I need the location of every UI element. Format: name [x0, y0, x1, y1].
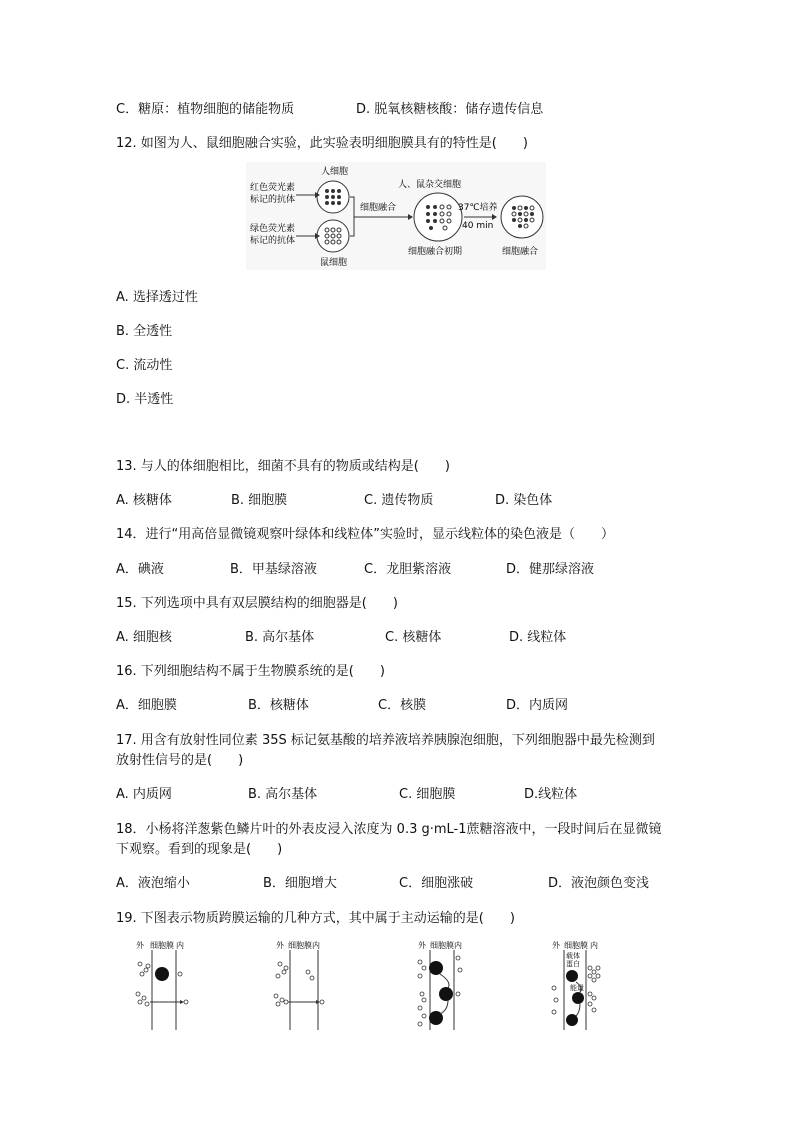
- culture-temp-label: 37℃培养: [458, 203, 498, 213]
- q18-stem-line-1: 18．小杨将洋葱紫色鳞片叶的外表皮浸入浓度为 0.3 g·mL-1蔗糖溶液中，一段时间后在显微镜: [116, 822, 662, 837]
- q13-option-a: A. 核糖体: [116, 493, 172, 508]
- fused-cell: [501, 196, 543, 238]
- svg-text:外: 外: [418, 941, 426, 950]
- early-fusion-cell: [414, 193, 462, 241]
- q18-option-d: D．液泡颜色变浅: [548, 876, 650, 891]
- q16-stem: 16. 下列细胞结构不属于生物膜系统的是( ): [116, 664, 385, 679]
- svg-text:细胞膜: 细胞膜: [150, 941, 174, 950]
- hybrid-cell-label: 人、鼠杂交细胞: [398, 180, 462, 190]
- red-antibody-label-2: 标记的抗体: [250, 195, 296, 205]
- green-antibody-label-2: 标记的抗体: [250, 236, 296, 246]
- fusion-arrow-label: 细胞融合: [360, 203, 397, 213]
- transport-panel-1: [136, 940, 188, 1030]
- mouse-cell: [317, 220, 349, 252]
- q14-option-c: C．龙胆紫溶液: [364, 562, 452, 577]
- q15-option-d: D. 线粒体: [509, 630, 567, 645]
- q13-option-d: D. 染色体: [495, 493, 553, 508]
- q17-option-c: C. 细胞膜: [399, 787, 456, 802]
- q13-stem: 13. 与人的体细胞相比，细菌不具有的物质或结构是( ): [116, 459, 450, 474]
- mouse-cell-label: 鼠细胞: [320, 258, 348, 268]
- q14-stem: 14．进行“用高倍显微镜观察叶绿体和线粒体”实验时，显示线粒体的染色液是（ ）: [116, 527, 615, 542]
- svg-text:内: 内: [312, 941, 320, 950]
- svg-text:细胞膜: 细胞膜: [564, 941, 588, 950]
- q16-option-c: C．核膜: [378, 698, 427, 713]
- cell-fusion-figure: [246, 162, 546, 270]
- q19-stem: 19. 下图表示物质跨膜运输的几种方式，其中属于主动运输的是( ): [116, 911, 515, 926]
- fused-label: 细胞融合: [502, 247, 539, 257]
- human-cell-label: 人细胞: [321, 167, 349, 177]
- svg-text:蛋白: 蛋白: [566, 960, 580, 968]
- transport-panel-4: [552, 940, 600, 1030]
- q15-option-b: B. 高尔基体: [245, 630, 315, 645]
- q17-option-b: B. 高尔基体: [248, 787, 318, 802]
- q18-option-c: C．细胞涨破: [399, 876, 474, 891]
- q12-option-b: B. 全透性: [116, 324, 173, 339]
- q15-option-c: C. 核糖体: [385, 630, 442, 645]
- svg-text:内: 内: [454, 941, 462, 950]
- transport-panel-2: [274, 940, 324, 1030]
- svg-text:外: 外: [136, 941, 144, 950]
- q16-option-b: B．核糖体: [248, 698, 309, 713]
- q13-option-c: C. 遗传物质: [364, 493, 434, 508]
- culture-time-label: 40 min: [462, 221, 494, 231]
- green-antibody-label-1: 绿色荧光素: [250, 224, 296, 234]
- q11-option-c: C．糖原：植物细胞的储能物质: [116, 102, 295, 117]
- svg-text:载体: 载体: [566, 952, 580, 960]
- q18-option-b: B．细胞增大: [263, 876, 337, 891]
- q17-option-a: A. 内质网: [116, 787, 172, 802]
- q14-option-a: A．碘液: [116, 562, 164, 577]
- transport-panel-3: [418, 940, 462, 1030]
- svg-text:外: 外: [552, 941, 560, 950]
- q18-option-a: A．液泡缩小: [116, 876, 190, 891]
- q14-option-d: D．健那绿溶液: [506, 562, 595, 577]
- red-antibody-label-1: 红色荧光素: [250, 183, 296, 193]
- q17-stem-line-1: 17. 用含有放射性同位素 35S 标记氨基酸的培养液培养胰腺泡细胞，下列细胞器中最先检测到: [116, 733, 655, 748]
- q15-option-a: A. 细胞核: [116, 630, 172, 645]
- q11-option-d: D. 脱氧核糖核酸：储存遗传信息: [356, 102, 544, 117]
- q12-stem: 12. 如图为人、鼠细胞融合实验，此实验表明细胞膜具有的特性是( ): [116, 136, 528, 151]
- transport-figures: [130, 938, 620, 1032]
- q18-stem-line-2: 下观察。看到的现象是( ): [116, 842, 283, 857]
- q16-option-d: D．内质网: [506, 698, 569, 713]
- svg-text:细胞膜: 细胞膜: [430, 941, 454, 950]
- q12-option-c: C. 流动性: [116, 358, 173, 373]
- svg-text:内: 内: [590, 941, 598, 950]
- svg-text:外: 外: [276, 941, 284, 950]
- q17-option-d: D.线粒体: [524, 787, 578, 802]
- svg-text:内: 内: [176, 941, 184, 950]
- q14-option-b: B．甲基绿溶液: [230, 562, 317, 577]
- svg-text:能量: 能量: [570, 984, 584, 992]
- q13-option-b: B. 细胞膜: [231, 493, 288, 508]
- q12-option-a: A. 选择透过性: [116, 290, 198, 305]
- q16-option-a: A．细胞膜: [116, 698, 177, 713]
- svg-text:细胞膜: 细胞膜: [288, 941, 312, 950]
- q12-option-d: D. 半透性: [116, 392, 174, 407]
- q17-stem-line-2: 放射性信号的是( ): [116, 753, 244, 768]
- early-fusion-label: 细胞融合初期: [408, 247, 463, 257]
- q15-stem: 15. 下列选项中具有双层膜结构的细胞器是( ): [116, 596, 398, 611]
